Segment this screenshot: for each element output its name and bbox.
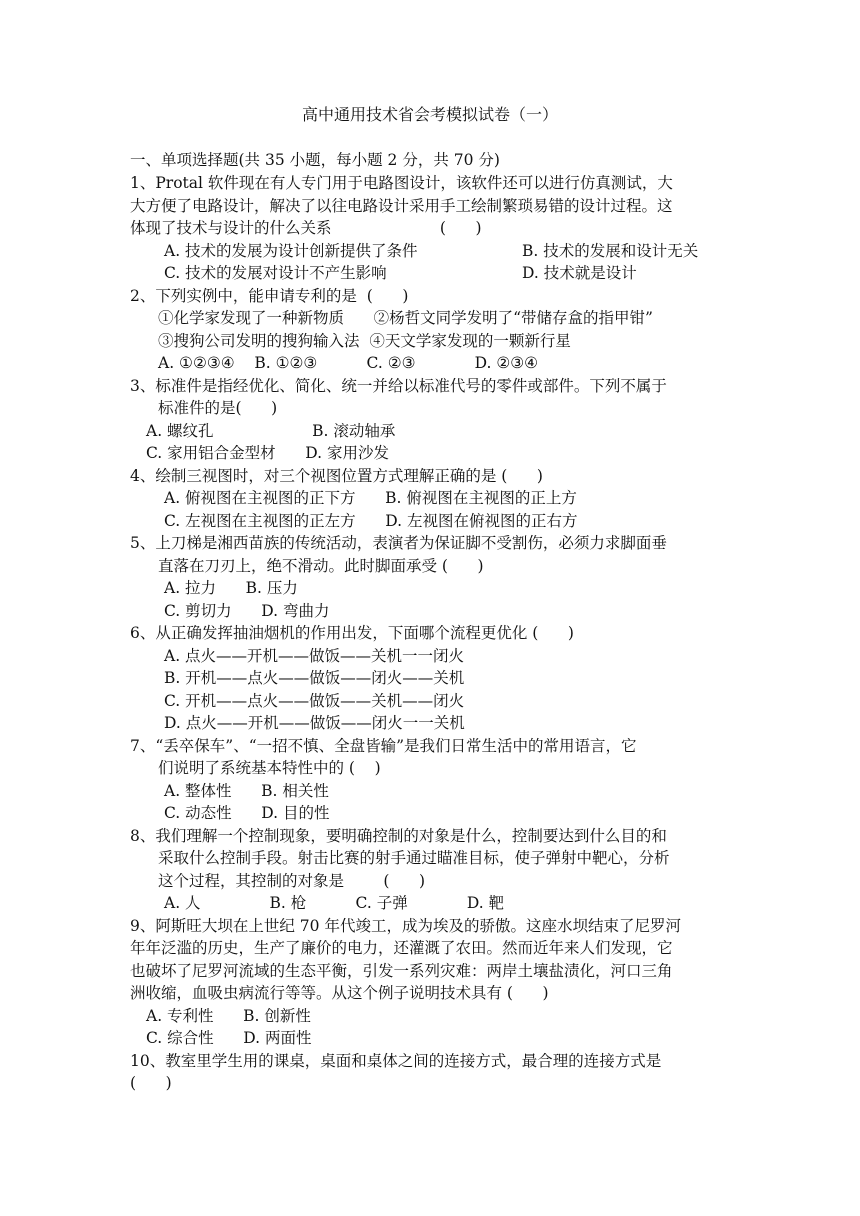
q9-line-3: 也破坏了尼罗河流域的生态平衡，引发一系列灾难：两岸土壤盐渍化，河口三角 [130,962,673,980]
q1-line-3: 体现了技术与设计的什么关系 ( ) [130,219,482,237]
q2-statements-1: ①化学家发现了一种新物质 ②杨哲文同学发明了“带储存盒的指甲钳” [158,309,653,327]
q6-option-a: A. 点火——开机——做饭——关机一一闭火 [164,647,465,665]
q5-options-cd: C. 剪切力 D. 弯曲力 [164,602,330,620]
section-heading: 一、单项选择题(共 35 小题，每小题 2 分，共 70 分) [130,151,500,169]
q7-line-2: 们说明了系统基本特性中的 ( ) [158,759,381,777]
q6-option-c: C. 开机——点火——做饭——关机——闭火 [164,692,465,710]
q5-options-ab: A. 拉力 B. 压力 [164,579,298,597]
q1-line-2: 大方便了电路设计，解决了以往电路设计采用手工绘制繁琐易错的设计过程。这 [130,197,673,215]
q6-line-1: 6、从正确发挥抽油烟机的作用出发，下面哪个流程更优化 ( ) [130,624,574,642]
q2-line-1: 2、下列实例中，能申请专利的是 ( ) [130,287,409,305]
q7-line-1: 7、“丢卒保车”、“一招不慎、全盘皆输”是我们日常生活中的常用语言，它 [130,737,637,755]
q1-option-d: D. 技术就是设计 [522,264,637,282]
q7-options-cd: C. 动态性 D. 目的性 [164,804,330,822]
q2-statements-2: ③搜狗公司发明的搜狗输入法 ④天文学家发现的一颗新行星 [158,332,571,350]
q3-options-ab: A. 螺纹孔 B. 滚动轴承 [146,422,396,440]
q8-line-3: 这个过程，其控制的对象是 ( ) [158,872,426,890]
q8-line-1: 8、我们理解一个控制现象，要明确控制的对象是什么，控制要达到什么目的和 [130,827,667,845]
q8-options: A. 人 B. 枪 C. 子弹 D. 靶 [164,894,505,912]
q10-line-1: 10、教室里学生用的课桌，桌面和桌体之间的连接方式，最合理的连接方式是 [130,1052,662,1070]
q7-options-ab: A. 整体性 B. 相关性 [164,782,329,800]
q1-option-a: A. 技术的发展为设计创新提供了条件 [164,242,418,260]
q5-line-2: 直落在刀刃上，绝不滑动。此时脚面承受 ( ) [158,557,484,575]
q1-option-c: C. 技术的发展对设计不产生影响 [164,264,387,282]
q2-options: A. ①②③④ B. ①②③ C. ②③ D. ②③④ [158,354,539,372]
q3-options-cd: C. 家用铝合金型材 D. 家用沙发 [146,444,389,462]
q9-options-ab: A. 专利性 B. 创新性 [146,1007,311,1025]
q1-line-1: 1、Protal 软件现在有人专门用于电路图设计，该软件还可以进行仿真测试，大 [130,174,673,192]
q3-line-2: 标准件的是( ) [158,399,278,417]
q6-option-b: B. 开机——点火——做饭——闭火——关机 [164,669,465,687]
q3-line-1: 3、标准件是指经优化、简化、统一并给以标准代号的零件或部件。下列不属于 [130,377,667,395]
q9-line-2: 年年泛滥的历史，生产了廉价的电力，还灌溉了农田。然而近年来人们发现，它 [130,939,673,957]
q4-line-1: 4、绘制三视图时，对三个视图位置方式理解正确的是 ( ) [130,467,543,485]
q4-options-cd: C. 左视图在主视图的正左方 D. 左视图在俯视图的正右方 [164,512,578,530]
q5-line-1: 5、上刀梯是湘西苗族的传统活动，表演者为保证脚不受割伤，必须力求脚面垂 [130,534,667,552]
q6-option-d: D. 点火——开机——做饭——闭火一一关机 [164,714,465,732]
exam-title: 高中通用技术省会考模拟试卷（一） [301,105,558,124]
q8-line-2: 采取什么控制手段。射击比赛的射手通过瞄准目标，使子弹射中靶心，分析 [158,849,670,867]
q1-option-b: B. 技术的发展和设计无关 [522,242,699,260]
q4-options-ab: A. 俯视图在主视图的正下方 B. 俯视图在主视图的正上方 [164,489,577,507]
q9-line-1: 9、阿斯旺大坝在上世纪 70 年代竣工，成为埃及的骄傲。这座水坝结束了尼罗河 [130,917,681,935]
q10-line-2: ( ) [130,1074,172,1092]
q9-line-4: 洲收缩，血吸虫病流行等等。从这个例子说明技术具有 ( ) [130,984,549,1002]
q9-options-cd: C. 综合性 D. 两面性 [146,1029,312,1047]
